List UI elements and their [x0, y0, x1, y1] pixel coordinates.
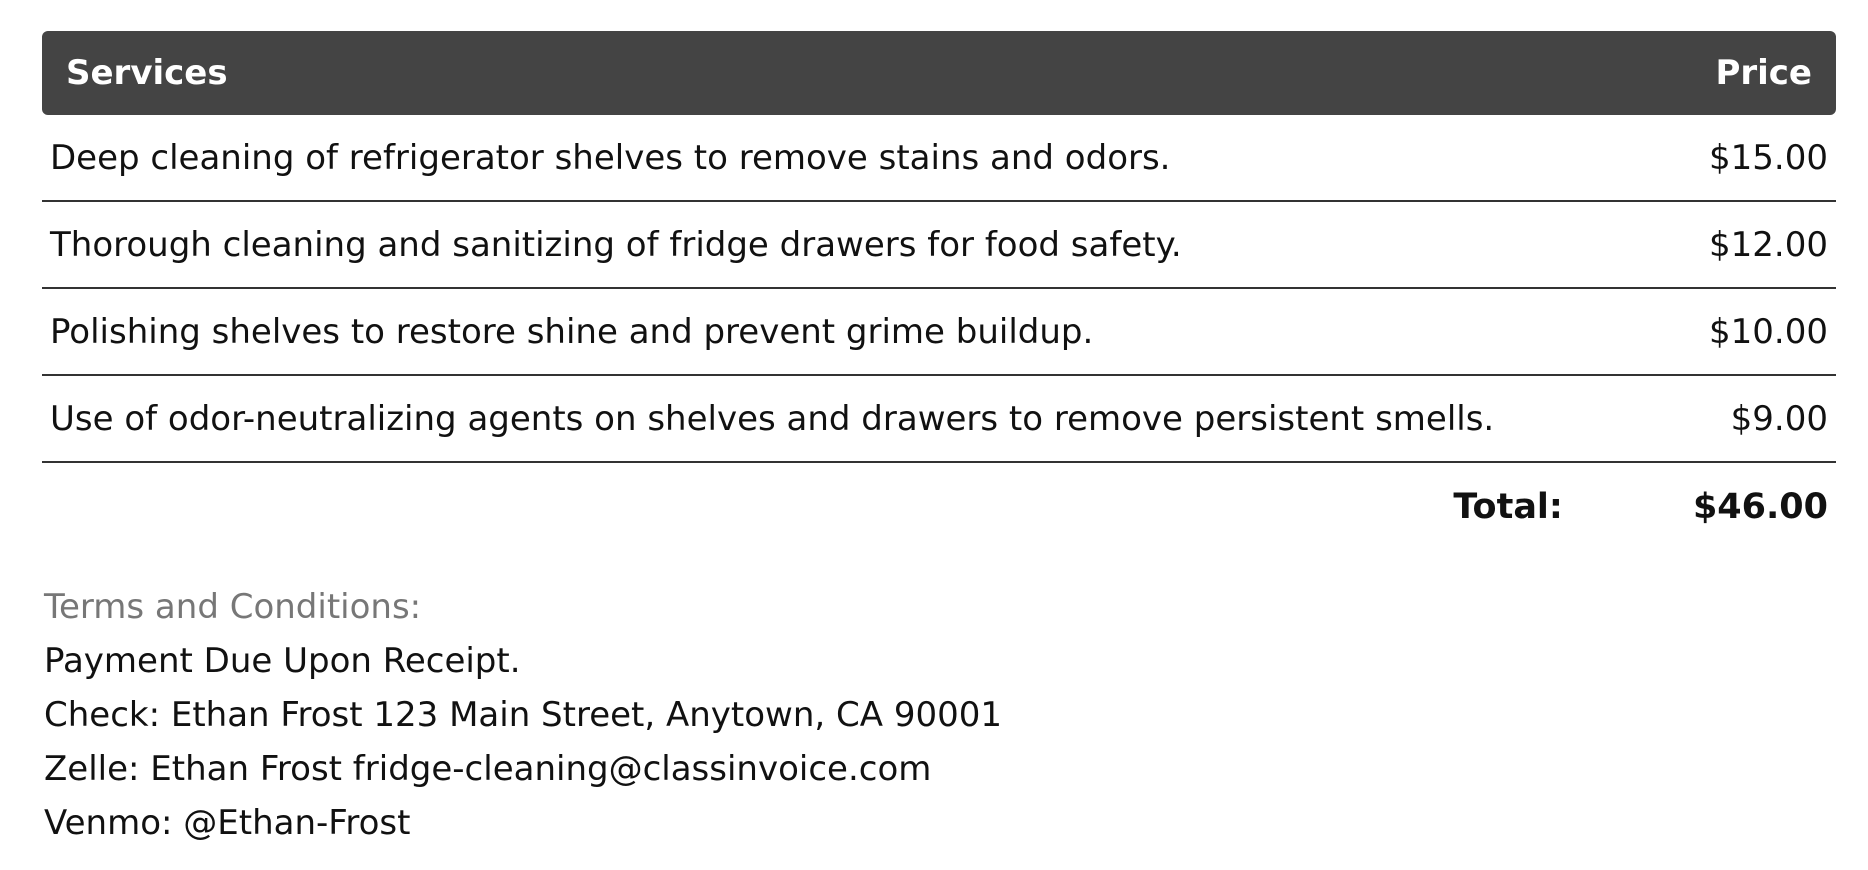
- table-row: [42, 115, 1836, 202]
- invoice-services-table: [42, 31, 1836, 550]
- service-description: Thorough cleaning and sanitizing of fridge drawers for food safety.: [50, 224, 1182, 265]
- table-header: [42, 31, 1836, 115]
- terms-title: Terms and Conditions:: [44, 587, 422, 627]
- terms-line-payment: Payment Due Upon Receipt.: [44, 641, 521, 681]
- total-label: Total:: [1453, 486, 1563, 527]
- service-price: $10.00: [1709, 311, 1828, 352]
- service-description: Deep cleaning of refrigerator shelves to remove stains and odors.: [50, 137, 1171, 178]
- total-value: $46.00: [1692, 486, 1828, 527]
- total-row: [42, 463, 1836, 550]
- table-row: [42, 202, 1836, 289]
- service-description: Use of odor-neutralizing agents on shelves and drawers to remove persistent smells.: [50, 398, 1495, 439]
- terms-line-check: Check: Ethan Frost 123 Main Street, Anytown, CA 90001: [44, 695, 1002, 735]
- terms-line-zelle: Zelle: Ethan Frost fridge-cleaning@classinvoice.com: [44, 749, 932, 789]
- table-row: [42, 289, 1836, 376]
- service-description: Polishing shelves to restore shine and prevent grime buildup.: [50, 311, 1094, 352]
- services-column-header: Services: [66, 53, 228, 93]
- service-price: $15.00: [1709, 137, 1828, 178]
- price-column-header: Price: [1715, 53, 1812, 93]
- table-row: [42, 376, 1836, 463]
- terms-and-conditions: [44, 580, 1002, 850]
- service-price: $12.00: [1709, 224, 1828, 265]
- service-price: $9.00: [1730, 398, 1828, 439]
- terms-line-venmo: Venmo: @Ethan-Frost: [44, 803, 411, 843]
